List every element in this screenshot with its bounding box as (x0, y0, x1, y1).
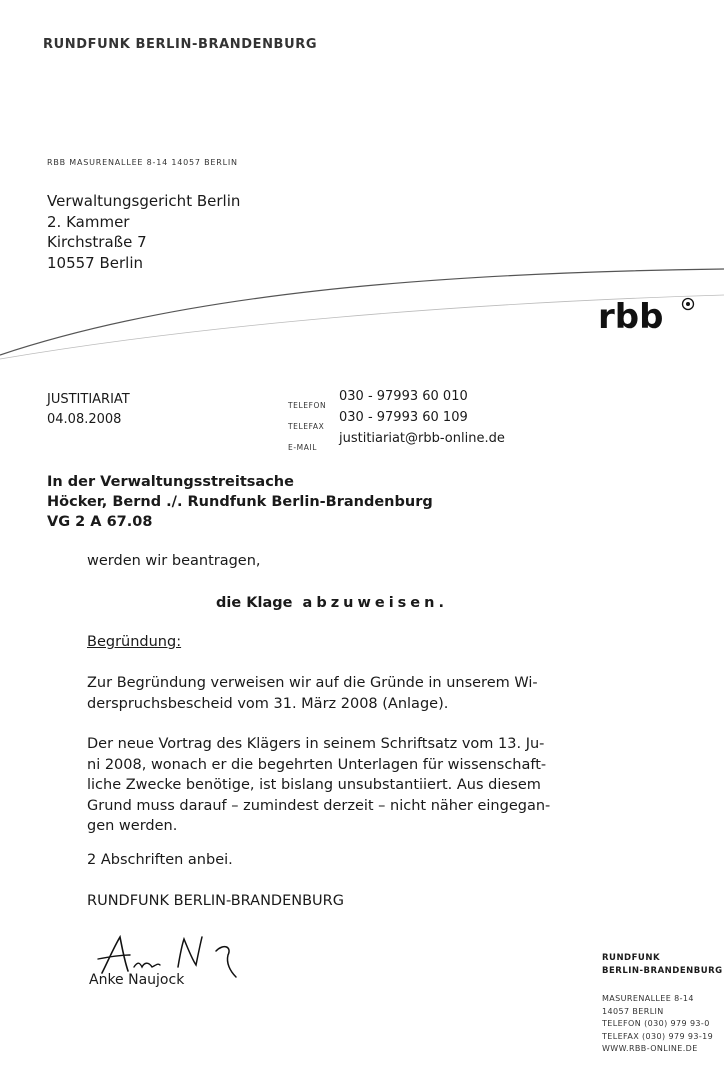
subject-line: In der Verwaltungsstreitsache (47, 474, 294, 490)
copies-note: 2 Abschriften anbei. (87, 852, 233, 868)
paragraph-line: Der neue Vortrag des Klägers in seinem Schriftsatz vom 13. Ju- (87, 736, 545, 752)
recipient-line: 2. Kammer (47, 212, 130, 231)
footer-address-line: 14057 BERLIN (602, 1006, 664, 1016)
motion-spaced: abzuweisen. (302, 595, 448, 611)
footer-address-line: MASURENALLEE 8-14 (602, 994, 694, 1003)
fax-value: 030 - 97993 60 109 (339, 410, 468, 425)
signer-name: Anke Naujock (89, 972, 185, 988)
footer-phone: TELEFON (030) 979 93-0 (602, 1019, 710, 1028)
letter-date: 04.08.2008 (47, 412, 122, 427)
footer-address (602, 993, 713, 1056)
paragraph-line: Grund muss darauf – zumindest derzeit – nicht näher eingegan- (87, 797, 551, 814)
intro-text: werden wir beantragen, (87, 553, 261, 569)
recipient-line: Kirchstraße 7 (47, 233, 147, 251)
email-value: justitiariat@rbb-online.de (339, 431, 505, 446)
phone-label: TELEFON (288, 401, 327, 410)
paragraph-line: ni 2008, wonach er die begehrten Unterlagen für wissenschaft- (87, 756, 547, 773)
motion-prefix: die Klage (216, 595, 293, 611)
letterhead-title: RUNDFUNK BERLIN-BRANDENBURG (43, 37, 318, 52)
logo-dot-center-icon (686, 302, 690, 306)
case-number: VG 2 A 67.08 (47, 514, 153, 530)
paragraph-line: Zur Begründung verweisen wir auf die Gründe in unserem Wi- (87, 675, 538, 691)
fax-label: TELEFAX (288, 422, 325, 431)
department: JUSTITIARIAT (47, 392, 130, 407)
paragraph-1 (87, 673, 577, 714)
closing-organization: RUNDFUNK BERLIN-BRANDENBURG (87, 893, 344, 909)
footer-fax: TELEFAX (030) 979 93-19 (602, 1031, 714, 1041)
footer-name-line: RUNDFUNK (602, 953, 661, 963)
reference-block (47, 390, 130, 430)
rbb-logo-text: rbb (598, 297, 664, 334)
section-heading: Begründung: (87, 634, 182, 650)
footer-name-line: BERLIN-BRANDENBURG (602, 966, 723, 976)
subject-line: Höcker, Bernd ./. Rundfunk Berlin-Brandenburg (47, 494, 433, 510)
rbb-logo (596, 294, 696, 334)
footer-organization (602, 952, 723, 978)
email-label: E-MAIL (288, 443, 318, 452)
recipient-line: 10557 Berlin (47, 253, 144, 272)
footer-web: WWW.RBB-ONLINE.DE (602, 1044, 698, 1053)
motion-text (216, 593, 448, 614)
paragraph-line: derspruchsbescheid vom 31. März 2008 (Anlage). (87, 695, 449, 712)
paragraph-2 (87, 734, 577, 837)
sender-return-address: RBB MASURENALLEE 8-14 14057 BERLIN (47, 158, 238, 167)
paragraph-line: liche Zwecke benötige, ist bislang unsubstantiiert. Aus diesem (87, 777, 541, 793)
subject-block (47, 472, 433, 532)
phone-value: 030 - 97993 60 010 (339, 389, 468, 404)
recipient-line: Verwaltungsgericht Berlin (47, 192, 241, 210)
paragraph-line: gen werden. (87, 818, 178, 834)
